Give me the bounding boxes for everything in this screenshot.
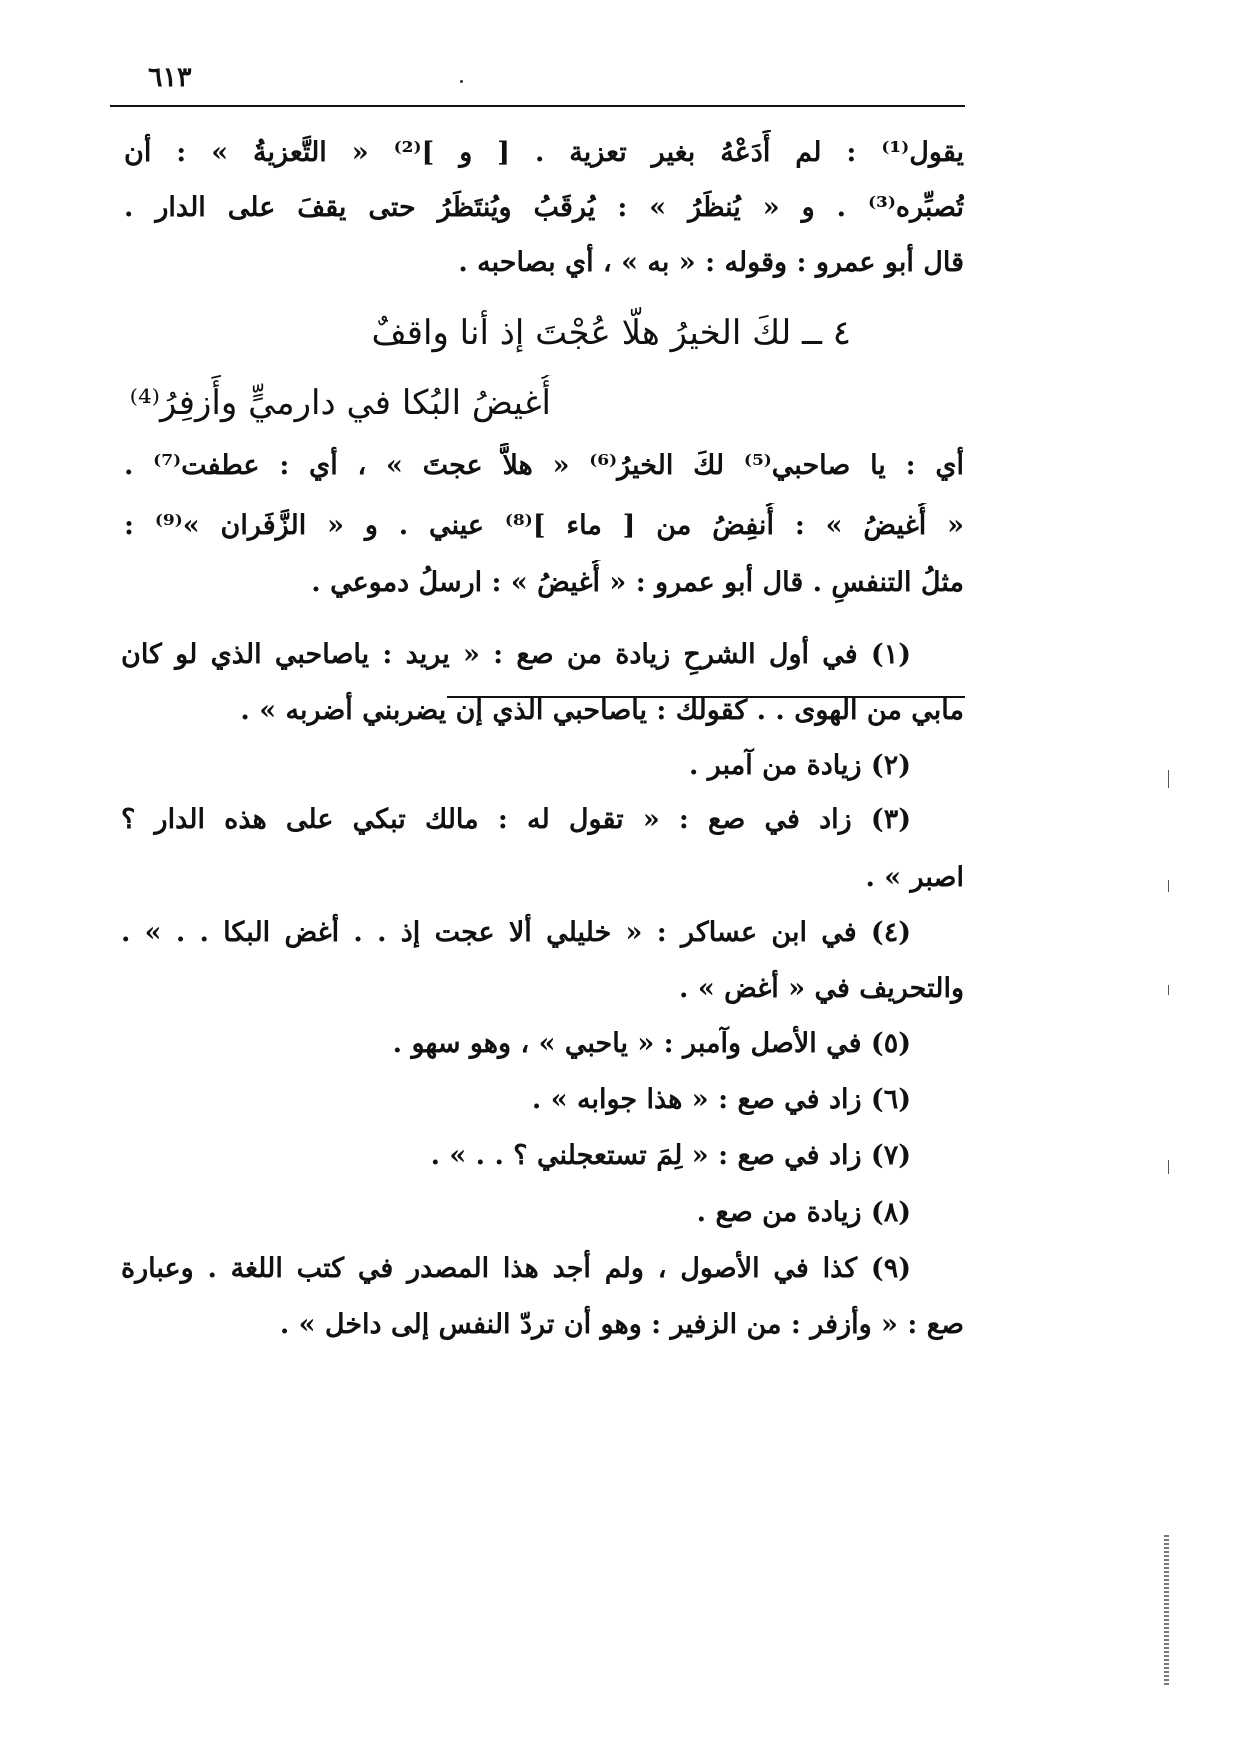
scan-mark xyxy=(1168,770,1169,788)
scan-mark xyxy=(1168,880,1169,892)
footnote-3-line: (٣) زاد في صع : « تقول له : مالك تبكي على هذه الدار ؟ xyxy=(121,804,911,835)
footnote-3-line: اصبر » . xyxy=(865,862,964,893)
page-number: ٦١٣ xyxy=(148,62,192,93)
footnote-1-line: مابي من الهوى . . كقولك : ياصاحبي الذي إن يضربني أضربه » . xyxy=(240,695,964,726)
header-rule xyxy=(110,105,965,107)
scan-mark xyxy=(1168,985,1169,995)
footnote-4-line: والتحريف في « أغض » . xyxy=(679,973,964,1004)
commentary-line: أي : يا صاحبي⁽⁵⁾ لكَ الخيرُ⁽⁶⁾ « هلاَّ عجتَ » ، أي : عطفت⁽⁷⁾ . xyxy=(124,450,964,481)
footnote-9-line: (٩) كذا في الأصول ، ولم أجد هذا المصدر في كتب اللغة . وعبارة xyxy=(121,1253,911,1284)
commentary-line: « أُغيضُ » : أُنفِضُ من [ ماء ]⁽⁸⁾ عيني . و « الزَّفَران »⁽⁹⁾ : xyxy=(124,510,964,541)
footnote-1-line: (١) في أول الشرحِ زيادة من صع : « يريد : ياصاحبي الذي لو كان xyxy=(121,639,911,670)
footnote-5: (٥) في الأصل وآمبر : « ياحبي » ، وهو سهو . xyxy=(392,1028,911,1059)
verse-first-hemistich: ٤ ــ لكَ الخيرُ هلّا عُجْتَ إذ أنا واقفٌ xyxy=(371,313,851,353)
scan-mark xyxy=(1168,1160,1169,1174)
footnote-2: (٢) زيادة من آمبر . xyxy=(688,750,911,781)
commentary-line: مثلُ التنفسِ . قال أبو عمرو : « أُغيضُ » : ارسلُ دموعي . xyxy=(311,567,964,598)
body-line: تُصبِّره⁽³⁾ . و « يُنظَرُ » : يُرقَبُ ويُنتَظَرُ حتى يقفَ على الدار . xyxy=(124,192,964,223)
body-line: يقول⁽¹⁾ : لم أَدَعْهُ بغير تعزية . [ و ]⁽²⁾ « التَّعزيةُ » : أن xyxy=(124,137,964,168)
footnote-8: (٨) زيادة من صع . xyxy=(696,1197,911,1228)
footnote-7: (٧) زاد في صع : « لِمَ تستعجلني ؟ . . » . xyxy=(430,1140,911,1171)
print-speck xyxy=(460,80,463,83)
footnote-9-line: صع : « وأزفر : من الزفير : وهو أن تردّ النفس إلى داخل » . xyxy=(279,1309,964,1340)
scan-edge-strip xyxy=(1164,1535,1169,1685)
verse-second-hemistich: أُغيضُ البُكا في دارميٍّ وأَزفِرُ⁽⁴⁾ xyxy=(129,383,551,423)
footnote-6: (٦) زاد في صع : « هذا جوابه » . xyxy=(531,1084,911,1115)
footnote-4-line: (٤) في ابن عساكر : « خليلي ألا عجت إذ . . أغض البكا . . » . xyxy=(121,917,911,948)
body-line: قال أبو عمرو : وقوله : « به » ، أي بصاحبه . xyxy=(458,247,964,278)
